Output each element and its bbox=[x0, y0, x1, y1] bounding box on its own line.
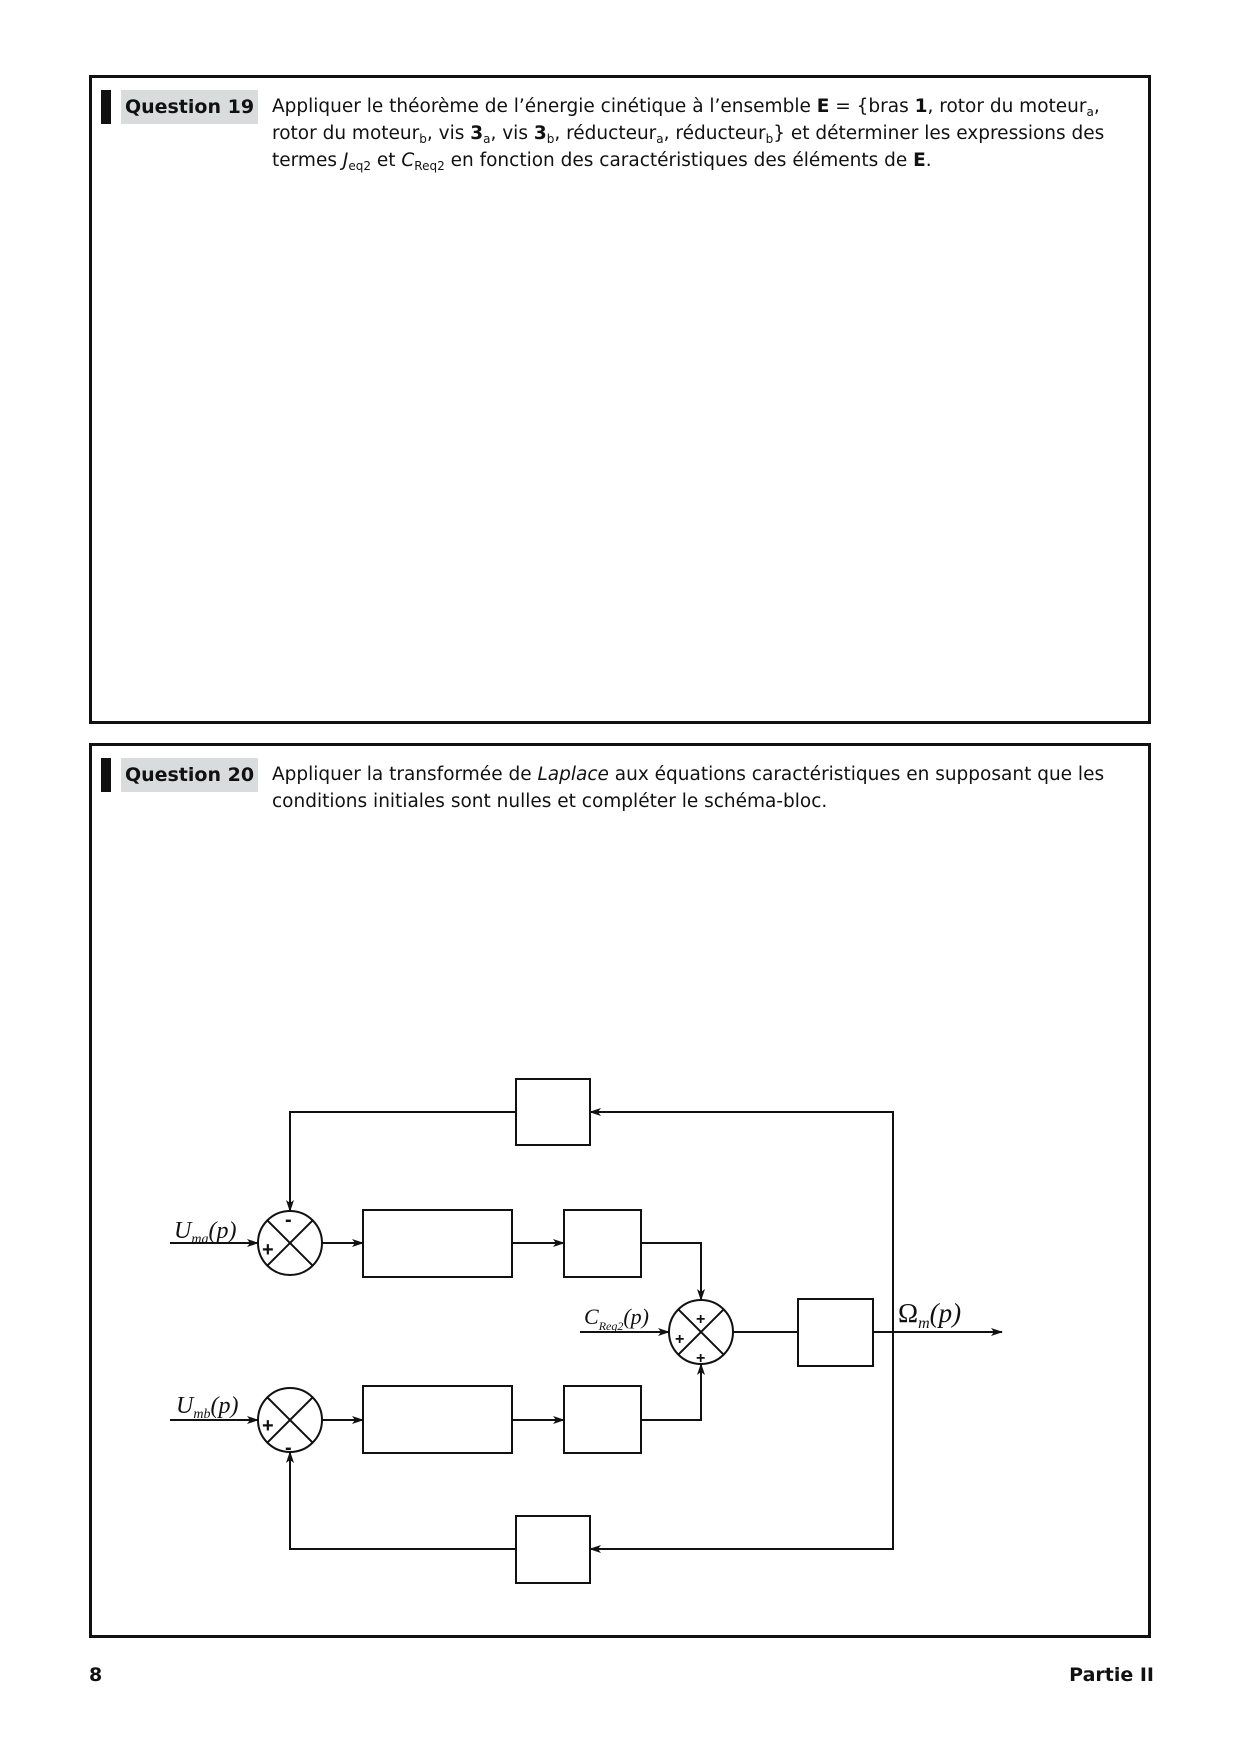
text-segment: 3 bbox=[470, 123, 484, 144]
output-label: $\Omega_m(p)$ bbox=[898, 1298, 962, 1332]
text-segment: en fonction des caractéristiques des éléments de bbox=[444, 150, 914, 171]
text-segment: , rotor du moteur bbox=[927, 96, 1087, 117]
text-segment: b bbox=[546, 132, 555, 146]
text-segment: a bbox=[1086, 105, 1094, 119]
question-marker-bar bbox=[101, 90, 111, 124]
block-b2 bbox=[564, 1386, 641, 1453]
arrow-b2-to-sum-c bbox=[641, 1364, 701, 1420]
sum-c-top-sign: + bbox=[696, 1311, 706, 1328]
block-a1 bbox=[363, 1210, 512, 1277]
text-segment: b bbox=[765, 132, 774, 146]
text-segment: Appliquer le théorème de l’énergie cinétique à l’ensemble bbox=[272, 96, 817, 117]
text-segment: , réducteur bbox=[554, 123, 657, 144]
feedback-bottom-return-arrow bbox=[290, 1452, 516, 1549]
text-segment: . bbox=[925, 150, 932, 171]
text-segment: J bbox=[342, 150, 349, 171]
question-19-label: Question 19 bbox=[121, 90, 258, 124]
feedback-top-return-arrow bbox=[290, 1112, 516, 1211]
text-segment: C bbox=[401, 150, 415, 171]
question-19-text bbox=[272, 93, 1132, 174]
input-a-label: $U_{ma}(p)$ bbox=[174, 1218, 237, 1247]
text-segment: a bbox=[656, 132, 664, 146]
text-segment: aux équations caractéristiques en supposant que les conditions initiales sont nulles et compléter le schéma-bloc. bbox=[272, 764, 1105, 812]
question-19-box bbox=[89, 75, 1151, 724]
text-segment: Req2 bbox=[414, 159, 445, 173]
text-segment: 3 bbox=[533, 123, 547, 144]
text-segment: , vis bbox=[490, 123, 534, 144]
question-20-box bbox=[89, 743, 1151, 1638]
text-segment: Appliquer la transformée de bbox=[272, 764, 538, 785]
text-segment: E bbox=[816, 96, 830, 117]
text-segment: , vis bbox=[426, 123, 471, 144]
arrow-a2-to-sum-c bbox=[641, 1243, 701, 1300]
disturbance-label: $C_{Req2}(p)$ bbox=[584, 1304, 649, 1333]
block-diagram bbox=[92, 746, 1148, 1635]
text-segment: b bbox=[419, 132, 427, 146]
text-segment: 1 bbox=[914, 96, 928, 117]
sum-b-bottom-sign: - bbox=[285, 1437, 292, 1459]
text-segment: E bbox=[913, 150, 926, 171]
text-segment: Laplace bbox=[537, 764, 609, 785]
feedback-block-bottom bbox=[516, 1516, 590, 1583]
sum-a-left-sign: + bbox=[262, 1239, 274, 1261]
sum-a-top-sign: - bbox=[285, 1209, 292, 1231]
feedback-block-top bbox=[516, 1079, 590, 1145]
text-segment: eq2 bbox=[348, 159, 371, 173]
sum-b-left-sign: + bbox=[262, 1415, 274, 1437]
sum-c-left-sign: + bbox=[675, 1331, 685, 1348]
text-segment: = {bras bbox=[829, 96, 915, 117]
text-segment: , rotor du moteur bbox=[272, 96, 1100, 144]
text-segment: a bbox=[483, 132, 491, 146]
block-b1 bbox=[363, 1386, 512, 1453]
sum-c-bottom-sign: + bbox=[696, 1350, 706, 1367]
text-segment: } et déterminer les expressions des termes bbox=[272, 123, 1105, 171]
input-b-label: $U_{mb}(p)$ bbox=[176, 1393, 239, 1422]
question-20-label: Question 20 bbox=[121, 758, 258, 792]
feedback-bottom-arrow bbox=[590, 1332, 893, 1549]
part-label: Partie II bbox=[1069, 1664, 1154, 1686]
text-segment: et bbox=[370, 150, 402, 171]
page-number: 8 bbox=[89, 1664, 103, 1686]
text-segment: , réducteur bbox=[663, 123, 766, 144]
output-block bbox=[798, 1299, 873, 1366]
block-a2 bbox=[564, 1210, 641, 1277]
